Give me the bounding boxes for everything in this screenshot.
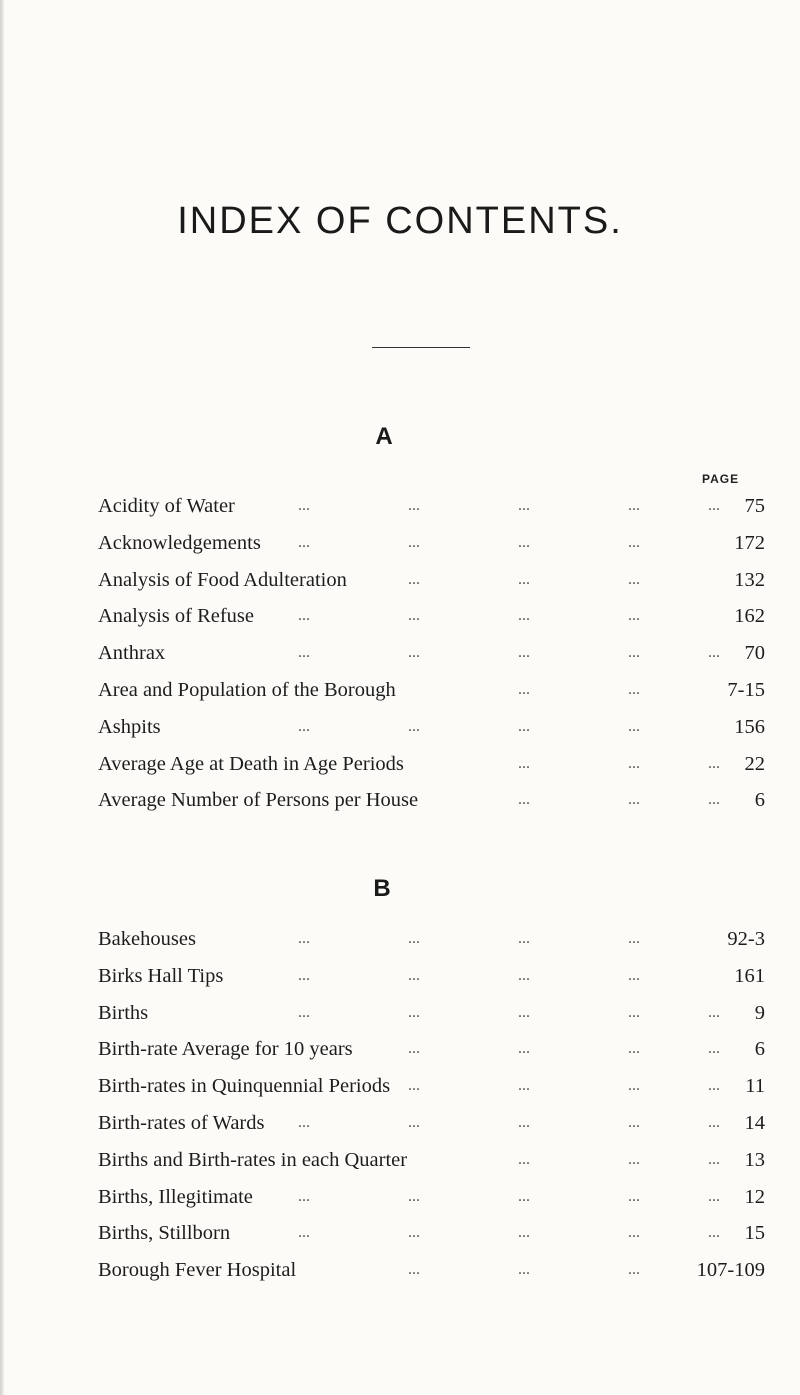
dot-leader: ... <box>708 644 720 662</box>
entry-label: Ashpits <box>98 715 161 738</box>
dot-leader: ... <box>408 717 420 735</box>
dot-leader: ... <box>408 644 420 662</box>
index-entry <box>98 525 765 562</box>
entry-label: Acidity of Water <box>98 495 235 517</box>
dot-leader: ... <box>518 754 530 772</box>
dot-leader: ... <box>628 1040 640 1058</box>
dot-leader: ... <box>518 1261 530 1279</box>
entry-label: Borough Fever Hospital <box>98 1259 297 1282</box>
dot-leader: ... <box>628 607 640 625</box>
dot-leader: ... <box>298 1224 310 1242</box>
entry-label: Average Age at Death in Age Periods <box>98 752 404 775</box>
entry-label: Birth-rates of Wards <box>98 1111 265 1134</box>
index-entry <box>98 995 765 1032</box>
entry-label: Birth-rates in Quinquennial Periods <box>98 1075 391 1098</box>
index-entry <box>98 921 765 958</box>
dot-leader: ... <box>708 1040 720 1058</box>
dot-leader: ... <box>518 1113 530 1131</box>
dot-leader: ... <box>628 1187 640 1205</box>
dot-leader: ... <box>628 1224 640 1242</box>
dot-leader: ... <box>628 717 640 735</box>
dot-leader: ... <box>408 1187 420 1205</box>
title-rule <box>372 347 470 348</box>
dot-leader: ... <box>518 1003 530 1021</box>
entry-page: 6 <box>754 789 765 812</box>
dot-leader: ... <box>518 680 530 698</box>
dot-leader: ... <box>518 930 530 947</box>
dot-leader: ... <box>708 791 720 809</box>
dot-leader: ... <box>628 570 640 588</box>
dot-leader: ... <box>628 930 640 947</box>
dot-leader: ... <box>518 1187 530 1205</box>
dot-leader: ... <box>518 791 530 809</box>
index-entry <box>98 782 765 819</box>
dot-leader: ... <box>408 930 420 947</box>
dot-leader: ... <box>628 533 640 551</box>
section-b-entries <box>98 921 765 1289</box>
entry-label: Births, Stillborn <box>98 1222 231 1245</box>
entry-page: 75 <box>744 495 765 517</box>
entry-page: 172 <box>734 531 765 554</box>
dot-leader: ... <box>518 497 530 514</box>
entry-page: 162 <box>734 605 765 628</box>
index-entry <box>98 598 765 635</box>
dot-leader: ... <box>708 1077 720 1095</box>
dot-leader: ... <box>518 1150 530 1168</box>
dot-leader: ... <box>408 570 420 588</box>
index-entry <box>98 1215 765 1252</box>
dot-leader: ... <box>298 1113 310 1131</box>
entry-label: Acknowledgements <box>98 531 261 554</box>
entry-page: 9 <box>754 1001 765 1024</box>
dot-leader: ... <box>408 1224 420 1242</box>
entry-label: Bakehouses <box>98 928 196 950</box>
index-entry <box>98 709 765 746</box>
entry-page: 7-15 <box>727 678 765 701</box>
dot-leader: ... <box>628 1150 640 1168</box>
index-entry <box>98 746 765 783</box>
dot-leader: ... <box>708 1150 720 1168</box>
index-entry <box>98 635 765 672</box>
dot-leader: ... <box>628 1113 640 1131</box>
dot-leader: ... <box>298 930 310 947</box>
dot-leader: ... <box>298 497 310 514</box>
dot-leader: ... <box>628 497 640 514</box>
section-a-entries <box>98 488 765 819</box>
dot-leader: ... <box>628 966 640 984</box>
index-entry <box>98 488 765 525</box>
entry-page: 13 <box>744 1148 765 1171</box>
dot-leader: ... <box>518 570 530 588</box>
dot-leader: ... <box>408 607 420 625</box>
dot-leader: ... <box>708 497 720 514</box>
entry-page: 107-109 <box>696 1259 765 1282</box>
dot-leader: ... <box>628 1003 640 1021</box>
entry-page: 156 <box>734 715 765 738</box>
index-entry <box>98 1252 765 1289</box>
entry-page: 11 <box>745 1075 765 1098</box>
entry-page: 12 <box>744 1185 765 1208</box>
entry-page: 70 <box>744 642 765 665</box>
entry-page: 92-3 <box>727 928 765 950</box>
dot-leader: ... <box>298 966 310 984</box>
dot-leader: ... <box>408 533 420 551</box>
index-entry <box>98 1179 765 1216</box>
dot-leader: ... <box>628 791 640 809</box>
dot-leader: ... <box>298 533 310 551</box>
dot-leader: ... <box>518 1040 530 1058</box>
dot-leader: ... <box>708 1187 720 1205</box>
entry-label: Average Number of Persons per House <box>98 789 419 812</box>
dot-leader: ... <box>518 1077 530 1095</box>
entry-page: 22 <box>744 752 765 775</box>
dot-leader: ... <box>628 754 640 772</box>
entry-page: 6 <box>754 1038 765 1061</box>
entry-page: 15 <box>744 1222 765 1245</box>
dot-leader: ... <box>708 1224 720 1242</box>
index-entry <box>98 1068 765 1105</box>
page-title: INDEX OF CONTENTS. <box>177 200 623 242</box>
entry-label: Analysis of Food Adulteration <box>98 568 347 591</box>
dot-leader: ... <box>298 644 310 662</box>
page-column-header: PAGE <box>702 472 740 486</box>
index-entry <box>98 1105 765 1142</box>
dot-leader: ... <box>408 1113 420 1131</box>
entry-page: 14 <box>744 1111 765 1134</box>
entry-label: Births, Illegitimate <box>98 1185 253 1208</box>
dot-leader: ... <box>298 1003 310 1021</box>
dot-leader: ... <box>518 966 530 984</box>
index-entry <box>98 958 765 995</box>
entry-label: Births and Birth-rates in each Quarter <box>98 1148 408 1171</box>
dot-leader: ... <box>628 1077 640 1095</box>
dot-leader: ... <box>408 1003 420 1021</box>
dot-leader: ... <box>408 497 420 514</box>
entry-label: Anthrax <box>98 642 166 665</box>
dot-leader: ... <box>408 1077 420 1095</box>
dot-leader: ... <box>518 644 530 662</box>
dot-leader: ... <box>518 1224 530 1242</box>
entry-label: Birks Hall Tips <box>98 964 224 987</box>
dot-leader: ... <box>408 1040 420 1058</box>
entry-label: Birth-rate Average for 10 years <box>98 1038 353 1061</box>
entry-page: 132 <box>734 568 765 591</box>
dot-leader: ... <box>408 1261 420 1279</box>
dot-leader: ... <box>298 607 310 625</box>
dot-leader: ... <box>628 1261 640 1279</box>
dot-leader: ... <box>518 717 530 735</box>
index-entry <box>98 672 765 709</box>
entry-page: 161 <box>734 964 765 987</box>
dot-leader: ... <box>708 754 720 772</box>
index-entry <box>98 562 765 599</box>
dot-leader: ... <box>298 717 310 735</box>
entry-label: Analysis of Refuse <box>98 605 255 628</box>
dot-leader: ... <box>518 533 530 551</box>
dot-leader: ... <box>708 1113 720 1131</box>
section-letter-a: A <box>375 423 393 450</box>
dot-leader: ... <box>518 607 530 625</box>
entry-label: Births <box>98 1001 149 1024</box>
index-entry <box>98 1031 765 1068</box>
entry-label: Area and Population of the Borough <box>98 678 396 701</box>
dot-leader: ... <box>628 644 640 662</box>
dot-leader: ... <box>628 680 640 698</box>
dot-leader: ... <box>298 1187 310 1205</box>
dot-leader: ... <box>408 966 420 984</box>
index-entry <box>98 1142 765 1179</box>
section-letter-b: B <box>373 875 391 902</box>
dot-leader: ... <box>708 1003 720 1021</box>
